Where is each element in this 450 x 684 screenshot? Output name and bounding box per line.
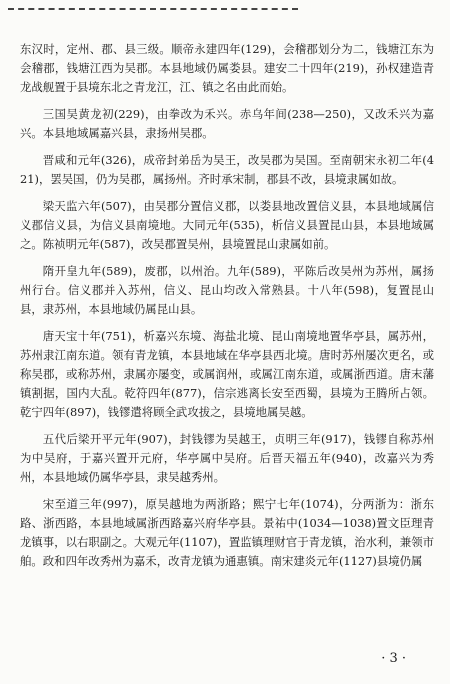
- paragraph: 东汉时，定州、郡、县三级。顺帝永建四年(129)，会稽郡划分为二，钱塘江东为会稽郡，钱塘江西为吴郡。本县地域仍属娄县。建安二十四年(219)，孙权建造青龙战舰置于县境东北之青龙江，江、镇之名由此而始。: [20, 42, 434, 94]
- page-number: · 3 ·: [381, 651, 406, 666]
- paragraph: 梁天监六年(507)，由吴郡分置信义郡，以娄县地改置信义县，本县地域属信义郡信义县，为信义县南境地。大同元年(535)，析信义县置昆山县，本县地域属之。陈祯明元年(587)，改吴郡置吴州，县境置昆山隶属如前。: [20, 199, 434, 251]
- paragraph: 三国吴黄龙初(229)，由拳改为禾兴。赤乌年间(238—250)，又改禾兴为嘉兴。本县地域属嘉兴县，隶扬州吴郡。: [20, 107, 434, 140]
- paragraph: 隋开皇九年(589)，废郡，以州治。九年(589)，平陈后改吴州为苏州，属扬州行台。信义郡并入苏州，信义、昆山均改入常熟县。十八年(598)，复置昆山县，隶苏州，本县地域仍属昆山县。: [20, 264, 434, 316]
- paragraph: 宋至道三年(997)，原吴越地为两浙路；熙宁七年(1074)，分两浙为：浙东路、浙西路，本县地域属浙西路嘉兴府华亭县。景祐中(1034—1038)置文臣理青龙镇事，以右职副之。大观元年(1107)，置监镇理财官于青龙镇，治水利，兼领市舶。政和四年改秀州为嘉禾，改青龙镇为通惠镇。南宋建炎元年(1127)县境仍属: [20, 497, 434, 568]
- paragraph: 晋咸和元年(326)，成帝封弟岳为吴王，改吴郡为吴国。至南朝宋永初二年(421)，罢吴国，仍为吴郡，属扬州。齐时承宋制，郡县不改，县境隶属如故。: [20, 153, 434, 186]
- body-text: [20, 40, 434, 579]
- paragraph: 唐天宝十年(751)，析嘉兴东境、海盐北境、昆山南境地置华亭县，属苏州，苏州隶江南东道。领有青龙镇，本县地域在华亭县西北境。唐时苏州屡次更名，或称吴郡，或称苏州，隶属亦屡变，或属润州，或属江南东道，或属浙西道。唐末藩镇割据，国内大乱。乾符四年(877)，信宗逃离长安至西蜀，县境为王腾所占领。乾宁四年(897)，钱镠遣将顾全武攻拔之，县境地属吴越。: [20, 329, 434, 419]
- paragraph: 五代后梁开平元年(907)，封钱镠为吴越王，贞明三年(917)，钱镠自称苏州为中吴府，于嘉兴置开元府，华亭属中吴府。后晋天福五年(940)，改嘉兴为秀州，本县地域仍属华亭县，隶吴越秀州。: [20, 432, 434, 484]
- top-dashed-rule: [8, 8, 298, 10]
